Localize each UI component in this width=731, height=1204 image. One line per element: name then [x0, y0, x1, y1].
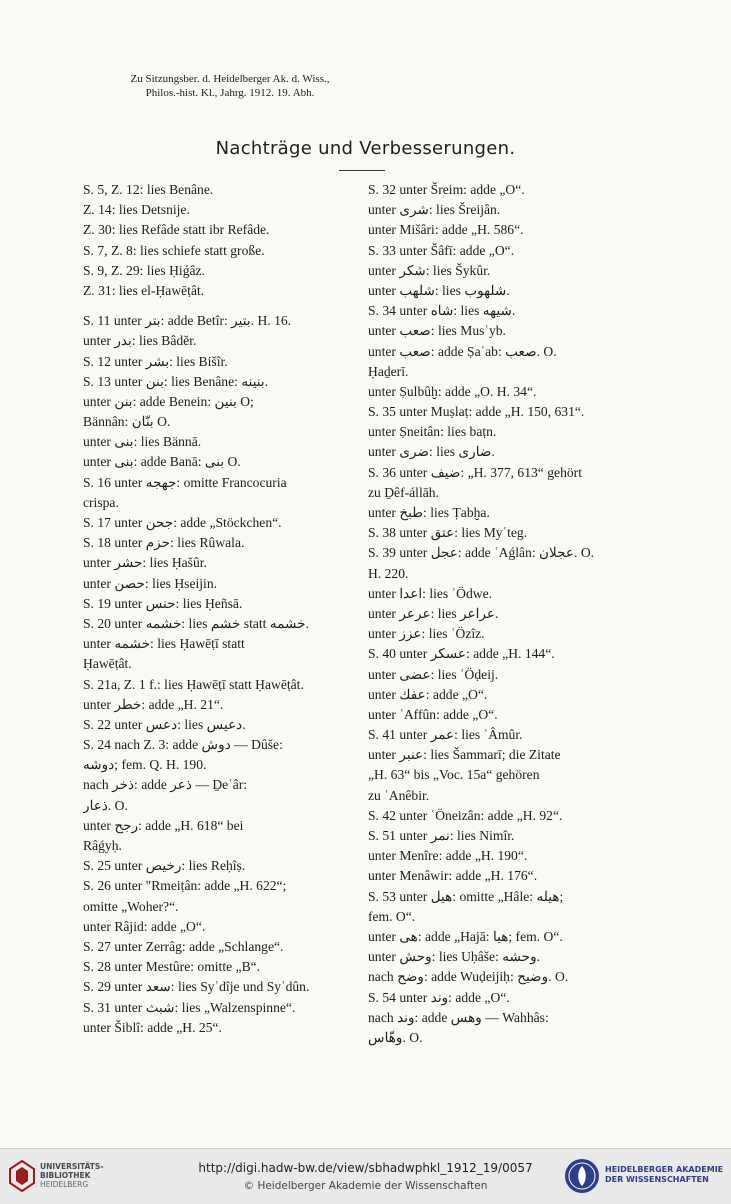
entry-line: unter Šiblî: adde „H. 25“. — [83, 1019, 222, 1035]
entry-line: unter هى: adde „Hajā: هيا; fem. O“. — [368, 928, 563, 944]
entry-line: unter وحش: lies Uḥâše: وحشه. — [368, 949, 541, 965]
entry-line: Râǵyḥ. — [83, 838, 122, 853]
entry-line: Z. 14: lies Detsnije. — [83, 202, 190, 218]
entry-line: S. 20 unter خشمه: lies خشم statt خشمه. — [83, 615, 309, 631]
entry-line: S. 16 unter جهجه: omitte Francocuria — [83, 474, 287, 490]
entry-line: S. 29 unter سعد: lies Syʿdîje und Syʿdûn. — [83, 979, 310, 995]
entry-line: nach وضح: adde Wuḍeijiḥ: وضيح. O. — [368, 969, 569, 985]
entry-line: unter بنى: lies Bännā. — [83, 434, 202, 450]
entry-line: unter Mišâri: adde „H. 586“. — [368, 222, 524, 238]
entry-line: unter حشر: lies Ḥašûr. — [83, 555, 207, 571]
entry-line: unter خطر: adde „H. 21“. — [83, 696, 224, 712]
entry-line: S. 38 unter عتق: lies Myʿteg. — [368, 525, 528, 541]
entry-line: H. 220. — [368, 565, 409, 581]
entry-line: unter شرى: lies Šreijân. — [368, 202, 501, 218]
entry-line: Z. 31: lies el-Ḥawēṭât. — [83, 282, 205, 298]
entry-line: ذعار. O. — [83, 797, 128, 813]
entry-line: unter عضى: lies ʿÖḍeij. — [368, 666, 499, 682]
entry-line: S. 34 unter شاه: lies شيهه. — [368, 303, 516, 319]
academy-name — [605, 1165, 723, 1185]
entry-line: unter اعدا: lies ʿÖdwe. — [368, 585, 492, 601]
entry-line: „H. 63“ bis „Voc. 15a“ gehören — [368, 767, 540, 783]
entry-line: S. 17 unter جحن: adde „Stöckchen“. — [83, 515, 282, 530]
entry-line: unter عزز: lies ʿÖzîz. — [368, 626, 485, 642]
entry-line: unter Menâwir: adde „H. 176“. — [368, 868, 538, 884]
entry-line: unter بدر: lies Bâdĕr. — [83, 333, 197, 349]
entry-line: S. 21a, Z. 1 f.: lies Ḥawēṭī statt Ḥawēṭât. — [83, 676, 304, 692]
entry-line: nach ذخر: adde ذعر — Ḏeʿâr: — [83, 777, 248, 793]
entry-line: unter طبخ: lies Ṭabḫa. — [368, 505, 490, 520]
entry-line: S. 25 unter رخيص: lies Reḥîṣ. — [83, 858, 246, 874]
entry-line: S. 33 unter Šâfī: adde „O“. — [368, 242, 515, 258]
academy-name-line-1: HEIDELBERGER AKADEMIE — [605, 1165, 724, 1174]
entry-line: S. 24 nach Z. 3: adde دوش — Dûše: — [83, 737, 283, 753]
header-line-2: Philos.-hist. Kl., Jahrg. 1912. 19. Abh. — [145, 87, 315, 99]
entry-line: S. 13 unter بنن: lies Benâne: بنينه. — [83, 373, 269, 389]
entry-line: unter حصن: lies Ḥseijin. — [83, 575, 218, 591]
entry-line: S. 19 unter حنس: lies Ḥeñsā. — [83, 595, 243, 611]
library-name-line-2: BIBLIOTHEK — [40, 1171, 91, 1180]
entry-line: S. 22 unter دعس: lies دعيس. — [83, 716, 246, 732]
entry-line: S. 28 unter Mestûre: omitte „B“. — [83, 959, 261, 975]
entry-line: S. 18 unter حزم: lies Rûwala. — [83, 535, 245, 551]
entry-line: zu Ḏêf-állāh. — [368, 484, 439, 500]
entry-line: unter Ṣulbûḫ: adde „O. H. 34“. — [368, 383, 537, 399]
entry-line: unter بنى: adde Banā: بنى O. — [83, 454, 241, 470]
right-column — [368, 180, 658, 1048]
title-divider — [339, 170, 385, 171]
entry-line: zu ʿAnêbir. — [368, 787, 430, 803]
entry-line: S. 11 unter بتر: adde Betîr: بتير. H. 16. — [83, 313, 292, 329]
entry-line: fem. O“. — [368, 908, 416, 924]
permalink-url[interactable]: http://digi.hadw-bw.de/view/sbhadwphkl_1912_19/0057 — [198, 1161, 533, 1175]
entry-line — [83, 301, 373, 311]
page-title: Nachträge und Verbesserungen. — [215, 138, 516, 159]
entry-line: S. 39 unter عجل: adde ʿAǵlân: عجلان. O. — [368, 545, 595, 561]
entry-line: unter عفك: adde „O“. — [368, 686, 488, 702]
entry-line: وهّاس. O. — [368, 1029, 423, 1045]
academy-name-line-2: DER WISSENSCHAFTEN — [605, 1175, 709, 1184]
entry-line: nach وند: adde وهس — Wahhâs: — [368, 1009, 549, 1025]
entry-line: S. 42 unter ʿÖneizân: adde „H. 92“. — [368, 807, 563, 823]
entry-line: unter رجح: adde „H. 618“ bei — [83, 817, 244, 833]
entry-line: Bännân: بنّان O. — [83, 414, 171, 430]
entry-line: crispa. — [83, 494, 119, 510]
academy-seal-icon — [563, 1157, 601, 1195]
entry-line: S. 40 unter عسكر: adde „H. 144“. — [368, 646, 555, 662]
entry-line: S. 7, Z. 8: lies schiefe statt große. — [83, 242, 265, 258]
entry-line: S. 41 unter عمر: lies ʿÂmûr. — [368, 727, 523, 743]
entry-line: S. 5, Z. 12: lies Benâne. — [83, 182, 214, 197]
entry-line: S. 35 unter Muṣlaṭ: adde „H. 150, 631“. — [368, 404, 585, 420]
library-name-line-3: HEIDELBERG — [40, 1180, 89, 1189]
entry-line: S. 12 unter بشر: lies Bišîr. — [83, 353, 228, 369]
entry-line: unter Ṣneitân: lies baṭn. — [368, 424, 497, 440]
entry-line: S. 36 unter ضيف: „H. 377, 613“ gehört — [368, 464, 582, 480]
entry-line: unter شلهب: lies شلهوب. — [368, 282, 510, 298]
viewer-footer — [0, 1148, 731, 1204]
entry-line: unter Menîre: adde „H. 190“. — [368, 848, 528, 864]
entry-line: S. 9, Z. 29: lies Ḥiǵâz. — [83, 262, 205, 278]
entry-line: unter ضرى: lies ضارى. — [368, 444, 495, 460]
entry-line: unter بنن: adde Benein: بنين O; — [83, 393, 254, 409]
library-name-line-1: UNIVERSITÄTS- — [40, 1162, 104, 1171]
header-line-1: Zu Sitzungsber. d. Heidelberger Ak. d. Wiss., — [130, 73, 330, 85]
entry-line: S. 27 unter Zerrâg: adde „Schlange“. — [83, 938, 284, 954]
entry-line: unter Râjid: adde „O“. — [83, 918, 206, 934]
entry-line: unter عرعر: lies عراعر. — [368, 605, 499, 621]
entry-line: unter صعب: adde Ṣaʿab: صعب. O. — [368, 343, 557, 359]
entry-line: unter شكر: lies Šykûr. — [368, 262, 491, 278]
entry-line: S. 51 unter نمر: lies Nimîr. — [368, 828, 515, 843]
entry-line: S. 54 unter وند: adde „O“. — [368, 989, 510, 1005]
entry-line: Ḥawēṭât. — [83, 656, 132, 672]
entry-line: S. 26 unter "Rmeiṭân: adde „H. 622“; — [83, 878, 287, 894]
entry-line: omitte „Woher?“. — [83, 898, 179, 914]
entry-line: unter خشمه: lies Ḥawēṭī statt — [83, 636, 245, 652]
entry-line: unter صعب: lies Musʿyb. — [368, 323, 506, 339]
entry-line: Ḥaḏerī. — [368, 363, 409, 379]
entry-line: unter عنبر: lies Šammarī; die Zitate — [368, 747, 561, 763]
entry-line: S. 31 unter شبث: lies „Walzenspinne“. — [83, 999, 296, 1015]
copyright-notice: © Heidelberger Akademie der Wissenschaften — [243, 1180, 488, 1192]
entry-line: Z. 30: lies Refâde statt ibr Refâde. — [83, 222, 270, 238]
left-column — [83, 180, 373, 1038]
entry-line: S. 53 unter هيل: omitte „Hâle: هيله; — [368, 888, 564, 904]
entry-line: دوشه; fem. Q. H. 190. — [83, 757, 207, 773]
entry-line: S. 32 unter Šreim: adde „O“. — [368, 182, 525, 197]
entry-line: unter ʿAffûn: adde „O“. — [368, 706, 498, 722]
publication-header — [80, 72, 380, 100]
